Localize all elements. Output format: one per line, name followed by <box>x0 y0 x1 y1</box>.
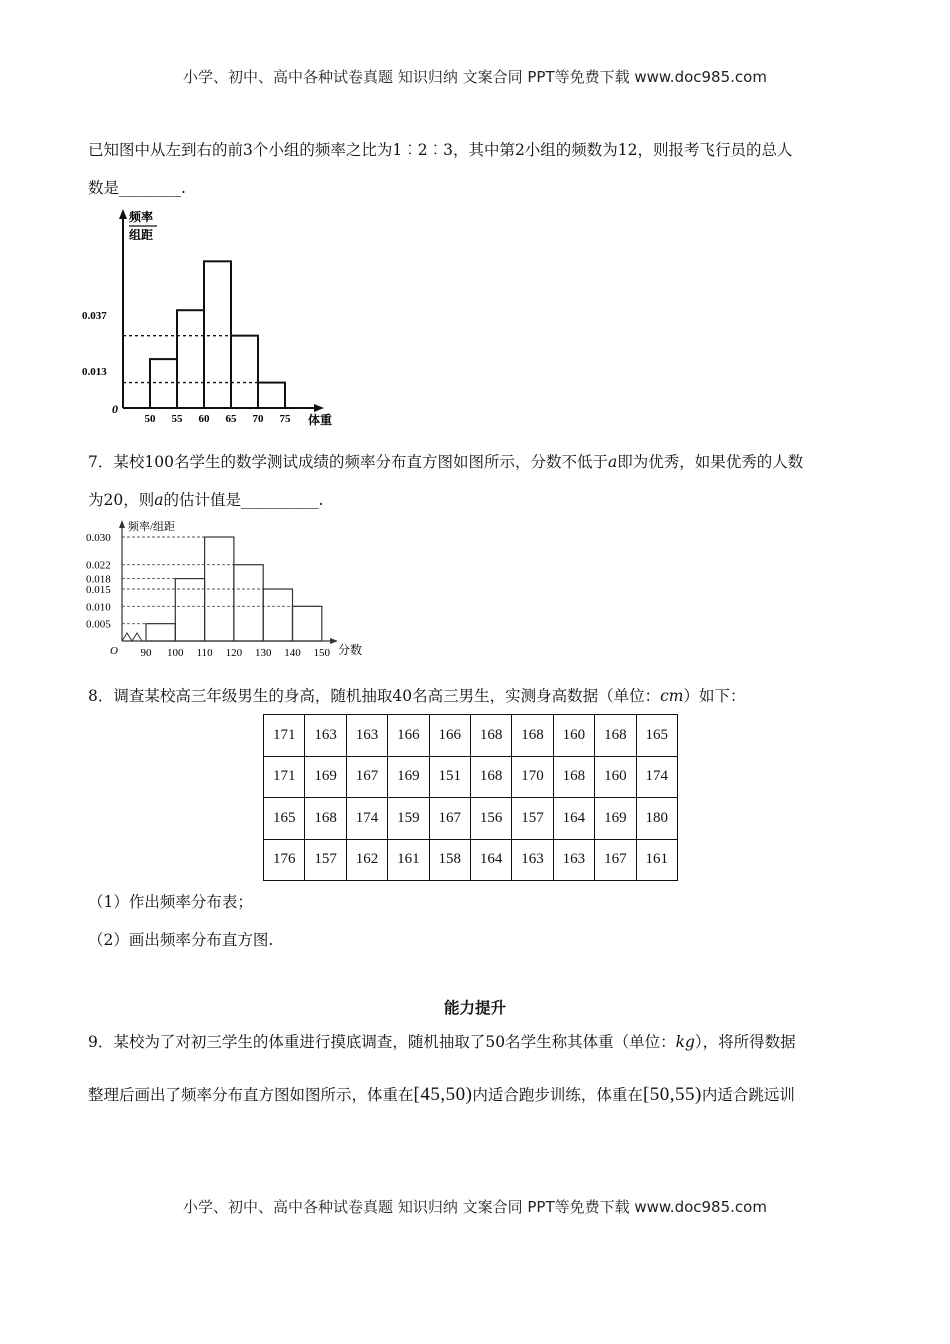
chart1-x-arrow <box>314 404 324 412</box>
chart1-y-arrow <box>119 209 127 219</box>
table-cell: 169 <box>388 756 429 798</box>
q9-line2: 整理后画出了频率分布直方图如图所示，体重在[45,50)内适合跑步训练，体重在[50,55)内适合跳远训 <box>88 1084 795 1105</box>
chart2-ytick: 0.005 <box>86 618 111 631</box>
interval-50-55: [50,55) <box>642 1084 702 1105</box>
table-cell: 171 <box>264 715 305 757</box>
table-cell: 158 <box>429 839 470 881</box>
table-cell: 159 <box>388 798 429 840</box>
table-cell: 176 <box>264 839 305 881</box>
chart2-bar <box>146 624 175 641</box>
chart2-ytick-labels <box>86 532 111 631</box>
chart1-xtick: 65 <box>225 413 237 425</box>
chart2-bar <box>175 579 204 641</box>
table-row <box>264 756 678 798</box>
chart2-xtick: 100 <box>167 647 184 659</box>
table-cell: 168 <box>512 715 553 757</box>
table-cell: 170 <box>512 756 553 798</box>
table-cell: 169 <box>595 798 636 840</box>
chart2-x-arrow <box>330 638 338 644</box>
table-cell: 167 <box>595 839 636 881</box>
table-cell: 166 <box>429 715 470 757</box>
chart2-ylabel: 频率/组距 <box>128 521 176 533</box>
chart2-xtick: 130 <box>254 647 272 659</box>
chart2-xtick: 140 <box>284 647 301 659</box>
q8-sub1: （1）作出频率分布表； <box>88 893 253 911</box>
chart1-ytick-0037: 0.037 <box>82 310 107 322</box>
table-row <box>264 715 678 757</box>
chart2-xtick: 110 <box>196 647 213 659</box>
chart2-ytick: 0.015 <box>86 584 111 596</box>
chart2-xtick-labels <box>141 647 331 659</box>
table-cell: 157 <box>305 839 346 881</box>
chart1-xtick: 55 <box>171 413 183 425</box>
table-cell: 165 <box>264 798 305 840</box>
page-header: 小学、初中、高中各种试卷真题 知识归纳 文案合同 PPT等免费下载 www.doc985.com <box>183 68 767 86</box>
chart2-ytick: 0.022 <box>86 559 111 572</box>
weight-histogram <box>80 205 350 427</box>
table-cell: 151 <box>429 756 470 798</box>
chart1-ylabel-top: 频率 <box>129 210 154 224</box>
chart1-ytick-0013: 0.013 <box>82 366 107 378</box>
chart2-bar <box>234 565 263 641</box>
table-cell: 180 <box>636 798 677 840</box>
q9-line1: 9．某校为了对初三学生的体重进行摸底调查，随机抽取了50名学生称其体重（单位：kg），将所得数据 <box>88 1033 796 1051</box>
chart1-xlabel: 体重 <box>308 413 333 427</box>
table-cell: 174 <box>346 798 387 840</box>
table-cell: 168 <box>305 798 346 840</box>
chart1-bar <box>150 359 177 408</box>
table-cell: 160 <box>553 715 594 757</box>
table-cell: 169 <box>305 756 346 798</box>
chart1-bar <box>231 336 258 408</box>
table-cell: 163 <box>512 839 553 881</box>
q6-line2: 数是________. <box>88 179 186 197</box>
chart2-bar <box>293 606 322 641</box>
chart2-ytick: 0.030 <box>86 532 111 544</box>
chart2-origin: O <box>110 645 118 657</box>
chart2-bar <box>263 589 292 641</box>
table-cell: 168 <box>553 756 594 798</box>
table-cell: 166 <box>388 715 429 757</box>
height-data-table <box>263 714 678 881</box>
chart1-origin: 0 <box>112 402 118 416</box>
table-cell: 168 <box>470 756 511 798</box>
table-cell: 167 <box>429 798 470 840</box>
table-cell: 163 <box>346 715 387 757</box>
interval-45-50: [45,50) <box>413 1084 473 1105</box>
table-cell: 164 <box>553 798 594 840</box>
q7-line2: 为20，则a的估计值是__________. <box>88 491 324 509</box>
score-histogram-marks <box>122 537 322 641</box>
table-cell: 156 <box>470 798 511 840</box>
table-cell: 160 <box>595 756 636 798</box>
chart1-xtick: 50 <box>144 413 156 425</box>
page-footer: 小学、初中、高中各种试卷真题 知识归纳 文案合同 PPT等免费下载 www.doc985.com <box>183 1198 767 1216</box>
chart1-xtick: 70 <box>252 413 264 425</box>
chart1-xtick: 75 <box>279 413 291 425</box>
chart2-ytick: 0.010 <box>86 601 111 614</box>
weight-histogram-marks <box>123 261 285 408</box>
section-title: 能力提升 <box>443 999 506 1017</box>
table-cell: 163 <box>553 839 594 881</box>
chart2-axis-break <box>122 633 142 641</box>
table-cell: 164 <box>470 839 511 881</box>
table-cell: 168 <box>470 715 511 757</box>
q6-line1: 已知图中从左到右的前3个小组的频率之比为1︰2︰3，其中第2小组的频数为12，则报考飞行员的总人 <box>88 141 793 159</box>
table-row <box>264 798 678 840</box>
chart1-xtick: 60 <box>198 413 210 425</box>
table-cell: 165 <box>636 715 677 757</box>
q8-sub2: （2）画出频率分布直方图. <box>88 931 274 949</box>
score-histogram <box>82 516 382 662</box>
table-cell: 162 <box>346 839 387 881</box>
chart2-xtick: 120 <box>225 647 243 659</box>
chart1-bar <box>258 383 285 408</box>
table-cell: 168 <box>595 715 636 757</box>
chart2-ytick: 0.018 <box>86 573 111 586</box>
chart2-xtick: 150 <box>313 647 331 659</box>
chart2-xlabel: 分数 <box>338 643 363 657</box>
table-cell: 163 <box>305 715 346 757</box>
q7-line1: 7．某校100名学生的数学测试成绩的频率分布直方图如图所示，分数不低于a即为优秀，如果优秀的人数 <box>88 453 804 471</box>
q8-line1: 8．调查某校高三年级男生的身高，随机抽取40名高三男生，实测身高数据（单位：cm）如下： <box>88 687 746 705</box>
table-cell: 171 <box>264 756 305 798</box>
table-cell: 161 <box>636 839 677 881</box>
chart2-xtick: 90 <box>140 647 152 659</box>
table-cell: 161 <box>388 839 429 881</box>
chart1-bar <box>204 261 231 408</box>
chart1-ylabel-bottom: 组距 <box>129 228 154 242</box>
table-row <box>264 839 678 881</box>
chart1-bar <box>177 310 204 408</box>
table-cell: 174 <box>636 756 677 798</box>
table-cell: 157 <box>512 798 553 840</box>
table-cell: 167 <box>346 756 387 798</box>
chart2-y-arrow <box>119 520 125 528</box>
